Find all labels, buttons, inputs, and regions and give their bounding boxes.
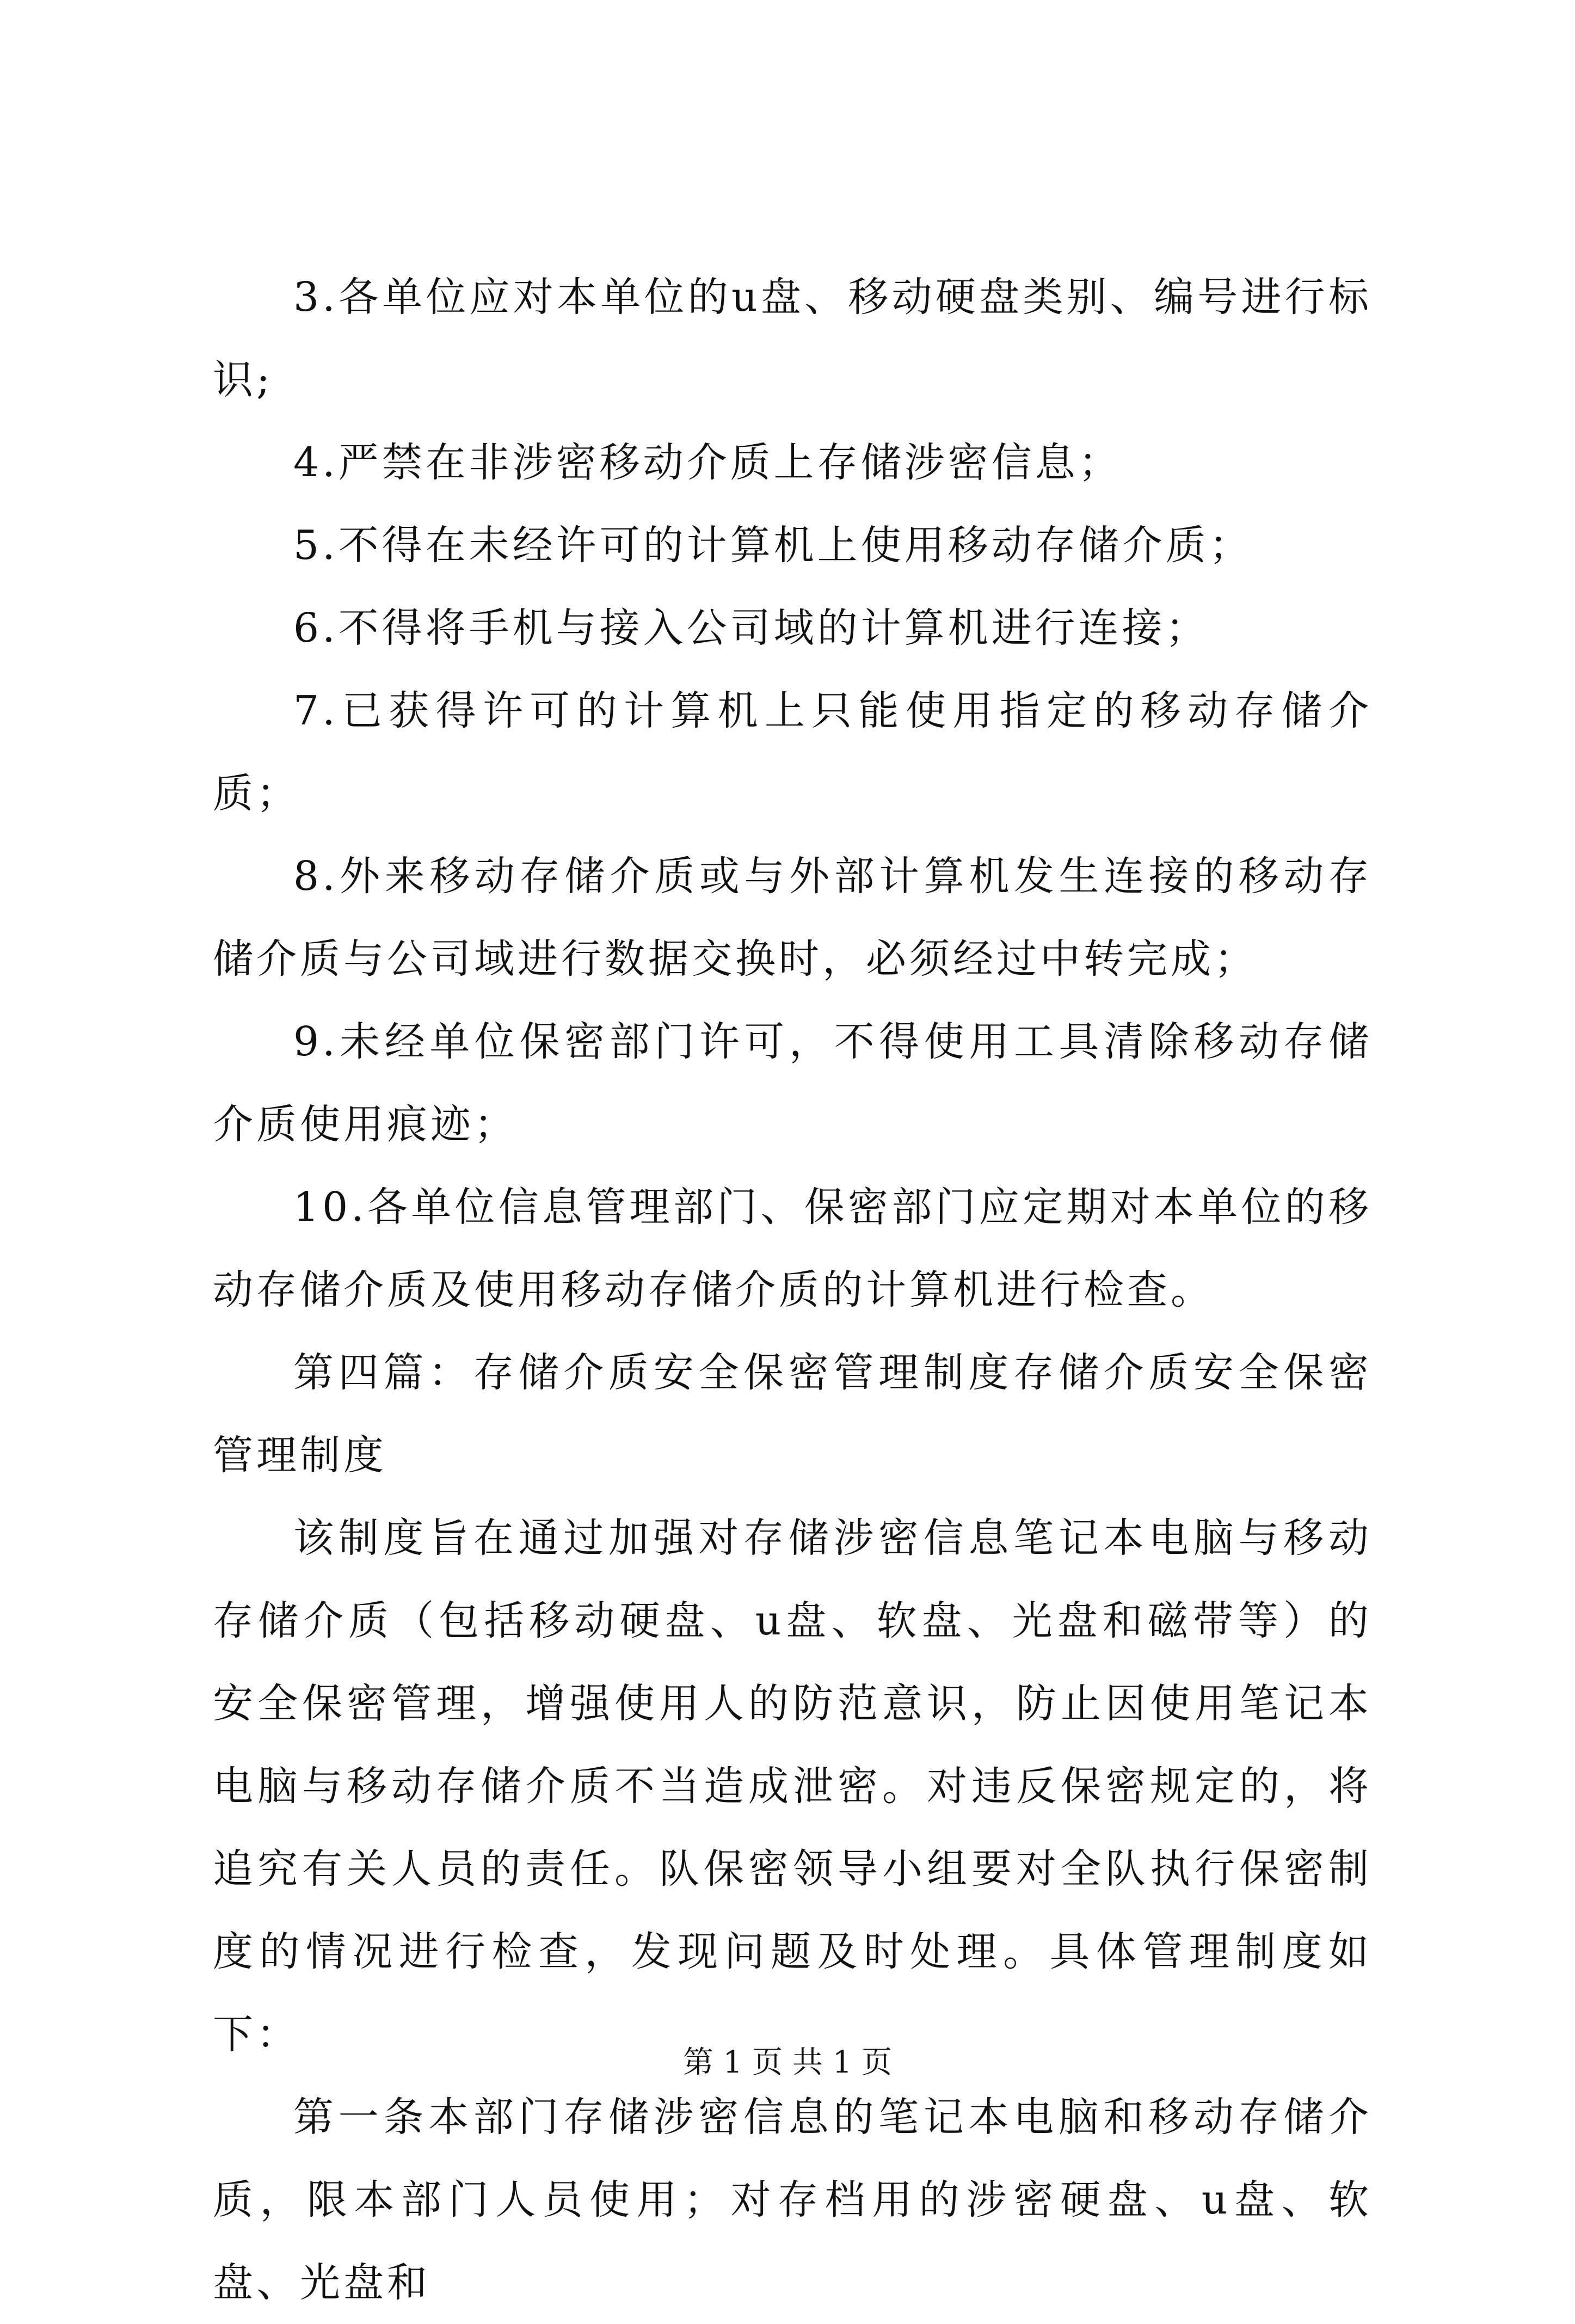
section-heading: 第四篇：存储介质安全保密管理制度存储介质安全保密管理制度: [213, 1349, 1372, 1479]
article-one-paragraph: 第一条本部门存储涉密信息的笔记本电脑和移动存储介质，限本部门人员使用；对存档用的涉密硬盘、u盘、软盘、光盘和: [213, 2094, 1372, 2306]
paragraph-item-10: 10.各单位信息管理部门、保密部门应定期对本单位的移动存储介质及使用移动存储介质的计算机进行检查。: [213, 1184, 1372, 1313]
paragraph-item-7: 7.已获得许可的计算机上只能使用指定的移动存储介质；: [213, 687, 1372, 817]
page-footer: 第 1 页 共 1 页: [682, 2045, 893, 2080]
paragraph-item-3: 3.各单位应对本单位的u盘、移动硬盘类别、编号进行标识;: [213, 274, 1372, 403]
paragraph-item-4: 4.严禁在非涉密移动介质上存储涉密信息；: [293, 439, 1122, 486]
paragraph-item-6: 6.不得将手机与接入公司域的计算机进行连接；: [293, 605, 1209, 651]
intro-paragraph: 该制度旨在通过加强对存储涉密信息笔记本电脑与移动存储介质（包括移动硬盘、u盘、软盘、光盘和磁带等）的安全保密管理，增强使用人的防范意识，防止因使用笔记本电脑与移动存储介质不当造成泄密。对违反保密规定的，将追究有关人员的责任。队保密领导小组要对全队执行保密制度的情况进行检查，发现问题及时处理。具体管理制度如下：: [213, 1515, 1372, 2058]
paragraph-item-5: 5.不得在未经许可的计算机上使用移动存储介质；: [293, 522, 1253, 569]
document-body: [213, 256, 1372, 2324]
paragraph-item-8: 8.外来移动存储介质或与外部计算机发生连接的移动存储介质与公司域进行数据交换时，必须经过中转完成；: [213, 853, 1372, 982]
paragraph-item-9: 9.未经单位保密部门许可，不得使用工具清除移动存储介质使用痕迹；: [213, 1018, 1372, 1148]
